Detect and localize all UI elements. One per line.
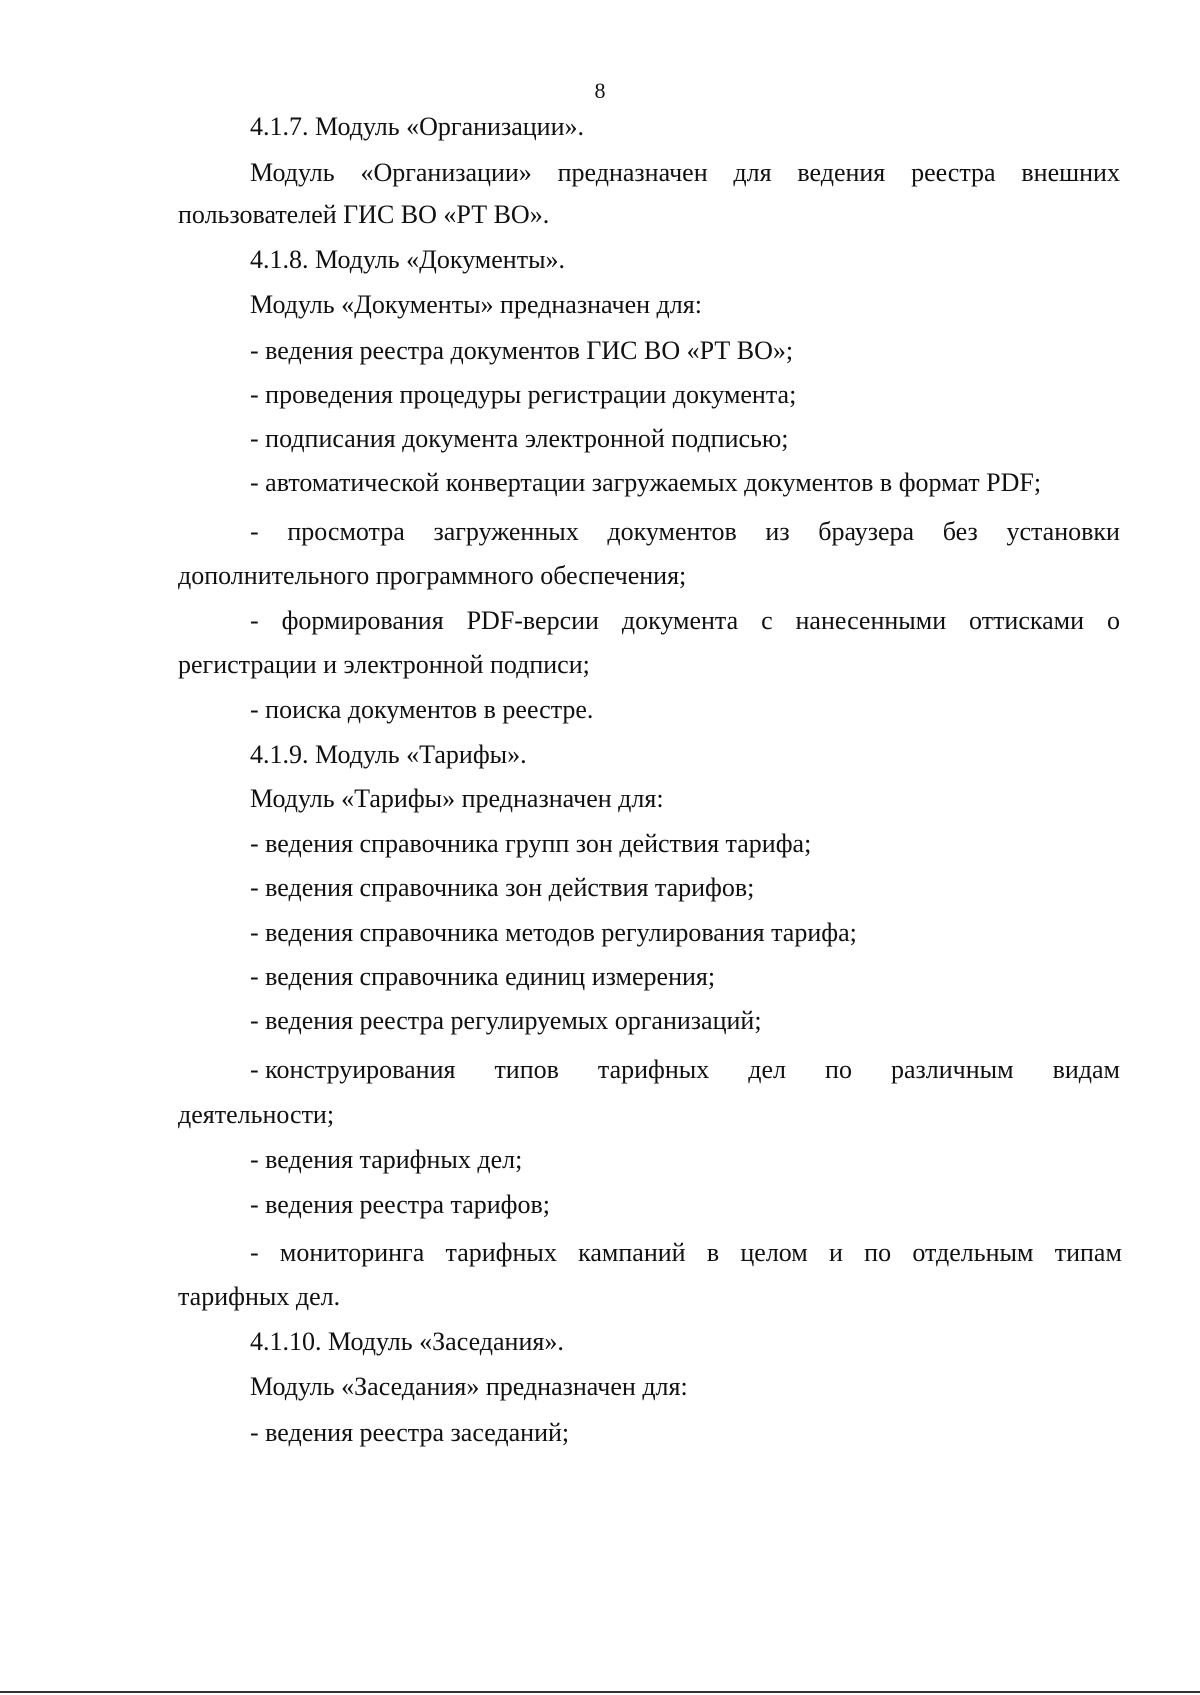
word: без [942, 517, 978, 546]
paragraph-line-justified [0, 1238, 1200, 1268]
word: для [733, 158, 772, 187]
paragraph-line-justified [0, 517, 1200, 547]
word: документов [607, 517, 737, 546]
paragraph-line: - проведения процедуры регистрации документа; [250, 380, 797, 409]
paragraph-line-continuation: пользователей ГИС ВО «РТ ВО». [178, 200, 550, 229]
word: - конструирования [250, 1055, 456, 1084]
paragraph-line: 4.1.8. Модуль «Документы». [250, 245, 566, 274]
paragraph-line: - ведения реестра документов ГИС ВО «РТ ВО»; [250, 336, 794, 365]
word: в [706, 1238, 720, 1267]
word: - [250, 606, 259, 635]
word: отдельным [912, 1238, 1034, 1267]
bottom-rule [0, 1691, 1200, 1693]
page-number: 8 [594, 78, 606, 103]
word: просмотра [287, 517, 405, 546]
paragraph-line: 4.1.7. Модуль «Организации». [250, 112, 585, 141]
word: предназначен [557, 158, 708, 187]
word: тарифных [445, 1238, 557, 1267]
paragraph-line: - подписания документа электронной подписью; [250, 424, 789, 453]
word: из [765, 517, 790, 546]
paragraph-line: 4.1.9. Модуль «Тарифы». [250, 740, 527, 769]
word: «Организации» [360, 158, 532, 187]
paragraph-line: - ведения реестра тарифов; [250, 1190, 551, 1219]
paragraph-line: - ведения справочника единиц измерения; [250, 962, 716, 991]
word: кампаний [578, 1238, 686, 1267]
word: различным [890, 1055, 1014, 1084]
paragraph-line: 4.1.10. Модуль «Заседания». [250, 1327, 564, 1356]
word: оттисками [969, 606, 1085, 635]
word: PDF-версии [466, 606, 599, 635]
word: и [829, 1238, 843, 1267]
word: дел [748, 1055, 787, 1084]
word: - [250, 1238, 259, 1267]
paragraph-line-continuation: регистрации и электронной подписи; [178, 650, 590, 679]
paragraph-line: - поиска документов в реестре. [250, 695, 594, 724]
paragraph-line: - ведения тарифных дел; [250, 1145, 523, 1174]
paragraph-line: - ведения реестра регулируемых организаций; [250, 1006, 762, 1035]
paragraph-line-continuation: дополнительного программного обеспечения; [178, 561, 687, 590]
paragraph-line: - автоматической конвертации загружаемых документов в формат PDF; [250, 468, 1042, 497]
paragraph-line: - ведения реестра заседаний; [250, 1418, 570, 1447]
word: тарифных [597, 1055, 710, 1084]
paragraph-line-continuation: тарифных дел. [178, 1282, 341, 1311]
paragraph-line: Модуль «Заседания» предназначен для: [250, 1372, 688, 1401]
word: ведения [797, 158, 886, 187]
word: о [1106, 606, 1120, 635]
paragraph-line-continuation: деятельности; [178, 1100, 335, 1129]
word: Модуль [250, 158, 335, 187]
word: по [864, 1238, 892, 1267]
word: документа [621, 606, 739, 635]
word: нанесенными [795, 606, 947, 635]
word: - [250, 517, 259, 546]
word: внешних [1021, 158, 1120, 187]
paragraph-line-justified [0, 158, 1200, 188]
word: видам [1052, 1055, 1120, 1084]
word: формирования [281, 606, 444, 635]
word: браузера [818, 517, 915, 546]
word: по [825, 1055, 852, 1084]
paragraph-line: - ведения справочника групп зон действия тарифа; [250, 829, 812, 858]
word: мониторинга [279, 1238, 425, 1267]
word: реестра [911, 158, 996, 187]
word: с [761, 606, 773, 635]
paragraph-line-justified [0, 606, 1200, 636]
word: типам [1054, 1238, 1122, 1267]
word: загруженных [433, 517, 579, 546]
paragraph-line: Модуль «Тарифы» предназначен для: [250, 784, 664, 813]
word: целом [740, 1238, 808, 1267]
paragraph-line: - ведения справочника методов регулирования тарифа; [250, 918, 857, 947]
word: типов [494, 1055, 559, 1084]
paragraph-line: Модуль «Документы» предназначен для: [250, 290, 702, 319]
word: установки [1006, 517, 1120, 546]
paragraph-line-justified [0, 1055, 1200, 1085]
paragraph-line: - ведения справочника зон действия тарифов; [250, 873, 755, 902]
